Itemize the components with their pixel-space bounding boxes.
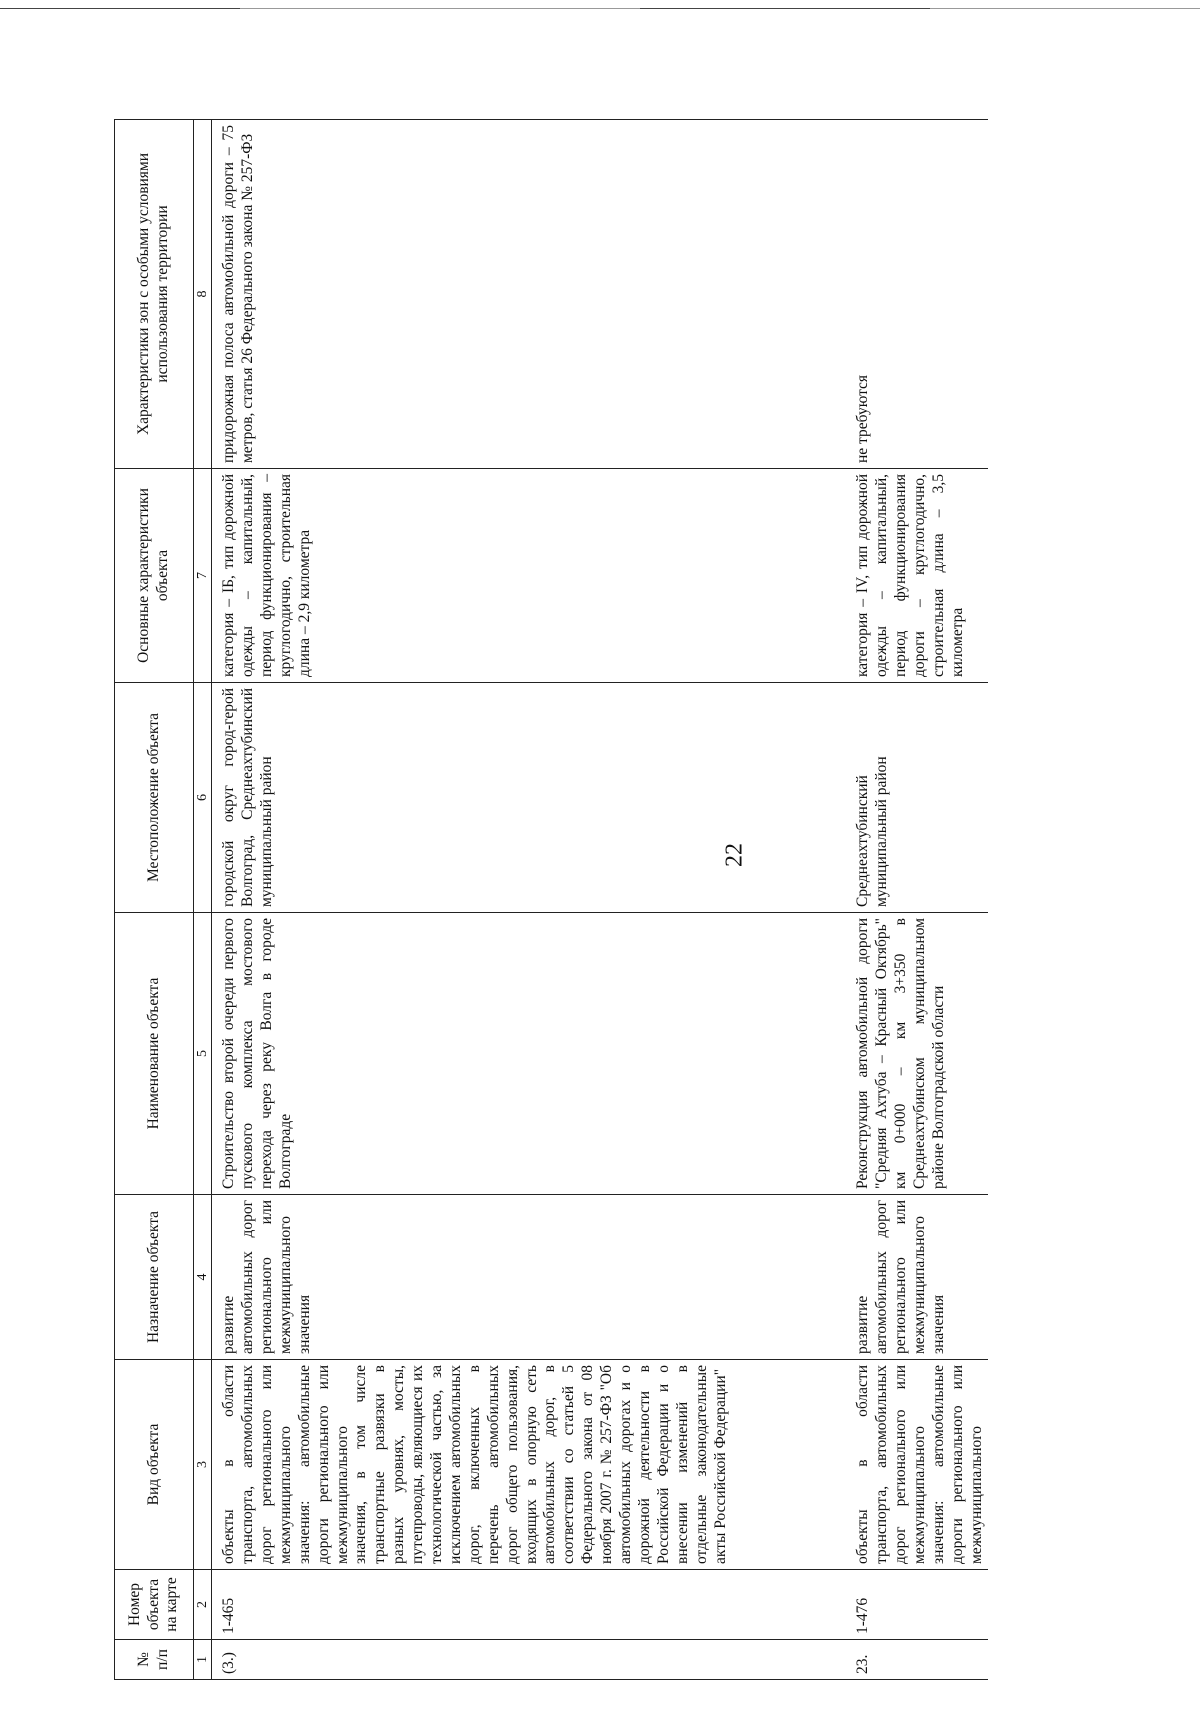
object-kind: объекты в области транспорта, автомобильных дорог регионального или межмуниципального значения: автомобильные дороги регионального или межмуниципального значения, в том числе транспортные развязки в разных уровнях, мосты, путепроводы, являющиеся их технологической частью, за исключением автомобильных дорог, включенных в перечень автомобильных дорог общего пользования, входящих в опорную сеть автомобильных дорог, в соответствии со статьей 5 Федерального закона от 08 ноября 2007 г. № 257-ФЗ "Об автомобильных дорогах и о дорожной деятельности в Российской Федерации и о внесении изменений в отдельные законодательные акты Российской Федерации"	[212, 1360, 843, 1570]
column-number: 4	[194, 1195, 212, 1360]
header-cell: № п/п	[115, 1640, 194, 1680]
header-cell: Номер объекта на карте	[115, 1570, 194, 1640]
object-location: городской округ город-герой Волгоград, Среднеахтубинский муниципальный район	[212, 683, 843, 913]
page-number: 22	[721, 843, 748, 867]
object-purpose: развитие автомобильных дорог регионального или межмуниципального значения	[842, 1195, 988, 1360]
object-purpose: развитие автомобильных дорог регионального или межмуниципального значения	[212, 1195, 843, 1360]
table-row	[842, 120, 988, 1680]
column-number: 8	[194, 120, 212, 469]
object-name: Реконструкция автомобильной дороги "Средняя Ахтуба – Красный Октябрь" км 0+000 – км 3+350 в Среднеахтубинском муниципальном районе Волгоградской области	[842, 913, 988, 1195]
table-row	[212, 120, 843, 1680]
header-cell: Назначение объекта	[115, 1195, 194, 1360]
row-number: 23.	[842, 1640, 988, 1680]
object-location: Среднеахтубинский муниципальный район	[842, 683, 988, 913]
object-characteristics: категория – IV, тип дорожной одежды – капитальный, период функционирования дороги – круглогодично, строительная длина – 3,5 километра	[842, 469, 988, 683]
header-cell: Наименование объекта	[115, 913, 194, 1195]
scan-edge-line	[0, 8, 240, 9]
column-number: 5	[194, 913, 212, 1195]
scan-edge-line	[640, 8, 930, 9]
map-number: 1-465	[212, 1570, 843, 1640]
column-number: 3	[194, 1360, 212, 1570]
column-number: 6	[194, 683, 212, 913]
column-number: 7	[194, 469, 212, 683]
header-cell: Местоположение объекта	[115, 683, 194, 913]
object-characteristics: категория – IБ, тип дорожной одежды – капитальный, период функционирования – круглогодично, строительная длина – 2,9 километра	[212, 469, 843, 683]
rotated-table-container	[114, 120, 1114, 1680]
column-number: 1	[194, 1640, 212, 1680]
header-cell: Вид объекта	[115, 1360, 194, 1570]
object-kind: объекты в области транспорта, автомобильных дорог регионального или межмуниципального значения: автомобильные дороги регионального или межмуниципального	[842, 1360, 988, 1570]
zone-characteristics: придорожная полоса автомобильной дороги – 75 метров, статья 26 Федерального закона № 257-ФЗ	[212, 120, 843, 469]
zone-characteristics: не требуются	[842, 120, 988, 469]
object-name: Строительство второй очереди первого пускового комплекса мостового перехода через реку Волга в городе Волгограде	[212, 913, 843, 1195]
table-header-row	[115, 120, 194, 1680]
column-number-row	[194, 120, 212, 1680]
header-cell: Характеристики зон с особыми условиями использования территории	[115, 120, 194, 469]
map-number: 1-476	[842, 1570, 988, 1640]
header-cell: Основные характеристики объекта	[115, 469, 194, 683]
row-number: (3.)	[212, 1640, 843, 1680]
column-number: 2	[194, 1570, 212, 1640]
objects-table	[114, 119, 988, 1680]
